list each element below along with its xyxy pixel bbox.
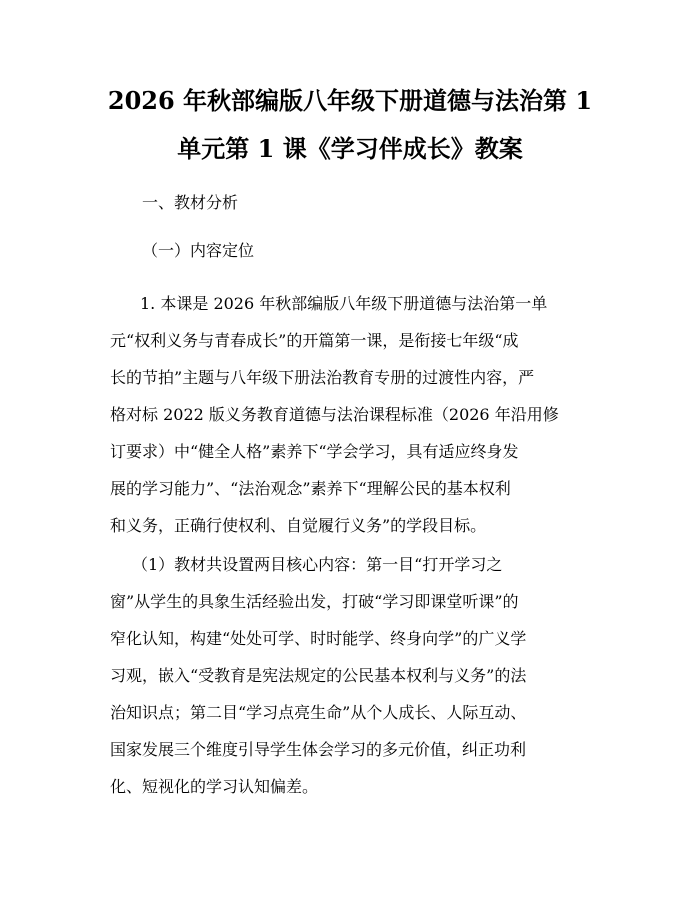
paragraph-line: 和义务，正确行使权利、自觉履行义务”的学段目标。 [110, 516, 487, 535]
paragraph-line: 订要求）中“健全人格”素养下“学会学习，具有适应终身发 [110, 442, 519, 461]
paragraph-line: 国家发展三个维度引导学生体会学习的多元价值，纠正功利 [110, 740, 527, 759]
paragraph-core-content [110, 546, 590, 805]
paragraph-content-positioning [110, 285, 590, 544]
paragraph-line: 窗”从学生的具象生活经验出发，打破“学习即课堂听课”的 [110, 592, 519, 611]
paragraph-line: 窄化认知，构建“处处可学、时时能学、终身向学”的广义学 [110, 629, 527, 648]
document-title-line-2: 单元第 1 课《学习伴成长》教案 [177, 134, 523, 163]
paragraph-line: 格对标 2022 版义务教育道德与法治课程标准（2026 年沿用修 [110, 405, 559, 424]
section-heading: 一、教材分析 [142, 193, 239, 212]
paragraph-line: 习观，嵌入“受教育是宪法规定的公民基本权利与义务”的法 [110, 666, 527, 685]
paragraph-line: （1）教材共设置两目核心内容：第一目“打开学习之 [132, 555, 503, 574]
paragraph-line: 化、短视化的学习认知偏差。 [110, 777, 319, 796]
paragraph-line: 展的学习能力”、“法治观念”素养下“理解公民的基本权利 [110, 479, 511, 498]
paragraph-line: 元“权利义务与青春成长”的开篇第一课，是衔接七年级“成 [110, 331, 519, 350]
paragraph-line: 治知识点；第二目“学习点亮生命”从个人成长、人际互动、 [110, 703, 527, 722]
paragraph-line: 长的节拍”主题与八年级下册法治教育专册的过渡性内容，严 [110, 368, 535, 387]
paragraph-line: 1. 本课是 2026 年秋部编版八年级下册道德与法治第一单 [140, 294, 548, 313]
subsection-heading: （一）内容定位 [142, 241, 255, 260]
document-title-line-1: 2026 年秋部编版八年级下册道德与法治第 1 [107, 86, 593, 115]
